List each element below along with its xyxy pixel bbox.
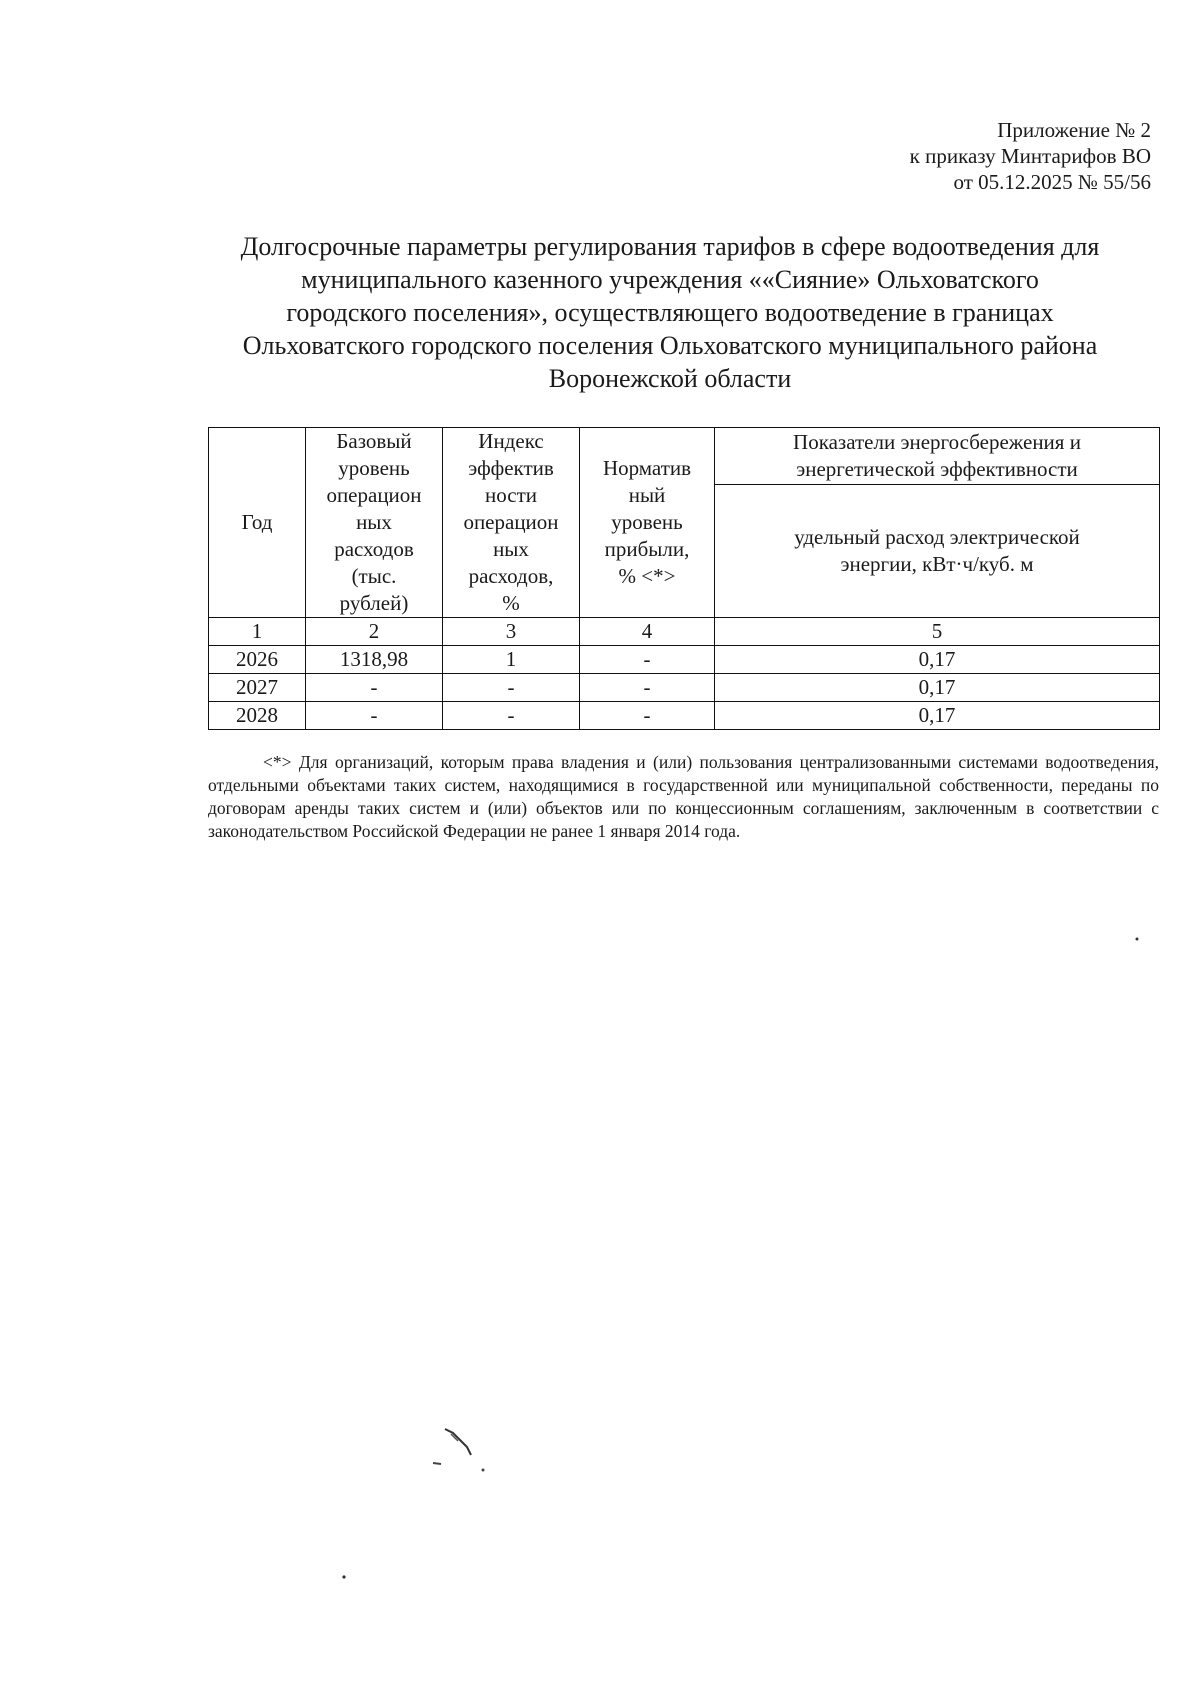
cell-specific-consumption: 0,17 [715,646,1160,674]
table-row [209,674,1160,702]
column-number: 4 [580,618,715,646]
header-indicators: Показатели энергосбережения и энергетической эффективности [715,428,1160,485]
footnote-marker: <*> [263,752,292,772]
table-row [209,646,1160,674]
cell-efficiency-index: - [443,674,580,702]
scan-mark [425,1425,495,1485]
column-number: 3 [443,618,580,646]
title-line: городского поселения», осуществляющего водоотведение в границах [286,298,1054,327]
appendix-order-date: от 05.12.2025 № 55/56 [953,170,1151,194]
cell-year: 2027 [209,674,306,702]
cell-base-level: 1318,98 [306,646,443,674]
cell-base-level: - [306,702,443,730]
header-specific-consumption: удельный расход электрической энергии, кВт·ч/куб. м [715,485,1160,618]
appendix-order-ref: к приказу Минтарифов ВО [909,144,1151,168]
scan-dot [340,1573,348,1581]
cell-specific-consumption: 0,17 [715,702,1160,730]
column-number: 2 [306,618,443,646]
appendix-block [910,117,1151,195]
cell-base-level: - [306,674,443,702]
footnote-text: Для организаций, которым права владения и (или) пользования централизованными системами водоотведения, отдельными объектами таких систем, находящимися в государственной или муниципальной собственности, переданы по договорам аренды таких систем и (или) объектов или по концессионным соглашениям, заключенным в соответствии с законодательством Российской Федерации не ранее 1 января 2014 года. [208,752,1159,841]
document-title [190,230,1150,395]
title-line: Воронежской области [548,364,792,393]
title-line: Долгосрочные параметры регулирования тарифов в сфере водоотведения для [240,232,1100,261]
title-line: муниципального казенного учреждения ««Сияние» Ольховатского [301,265,1039,294]
appendix-number: Приложение № 2 [997,118,1151,142]
cell-efficiency-index: - [443,702,580,730]
cell-year: 2026 [209,646,306,674]
cell-profit-norm: - [580,646,715,674]
header-efficiency-index: Индекс эффектив ности операцион ных расходов, % [443,428,580,618]
header-year: Год [209,428,306,618]
header-profit-norm: Норматив ный уровень прибыли, % <*> [580,428,715,618]
column-number: 1 [209,618,306,646]
header-base-level: Базовый уровень операцион ных расходов (тыс. рублей) [306,428,443,618]
cell-profit-norm: - [580,702,715,730]
column-number: 5 [715,618,1160,646]
parameters-table [208,427,1160,730]
table-row [209,702,1160,730]
footnote [208,751,1159,843]
cell-specific-consumption: 0,17 [715,674,1160,702]
cell-year: 2028 [209,702,306,730]
scan-dot [1133,935,1141,943]
cell-profit-norm: - [580,674,715,702]
cell-efficiency-index: 1 [443,646,580,674]
title-line: Ольховатского городского поселения Ольховатского муниципального района [242,331,1098,360]
